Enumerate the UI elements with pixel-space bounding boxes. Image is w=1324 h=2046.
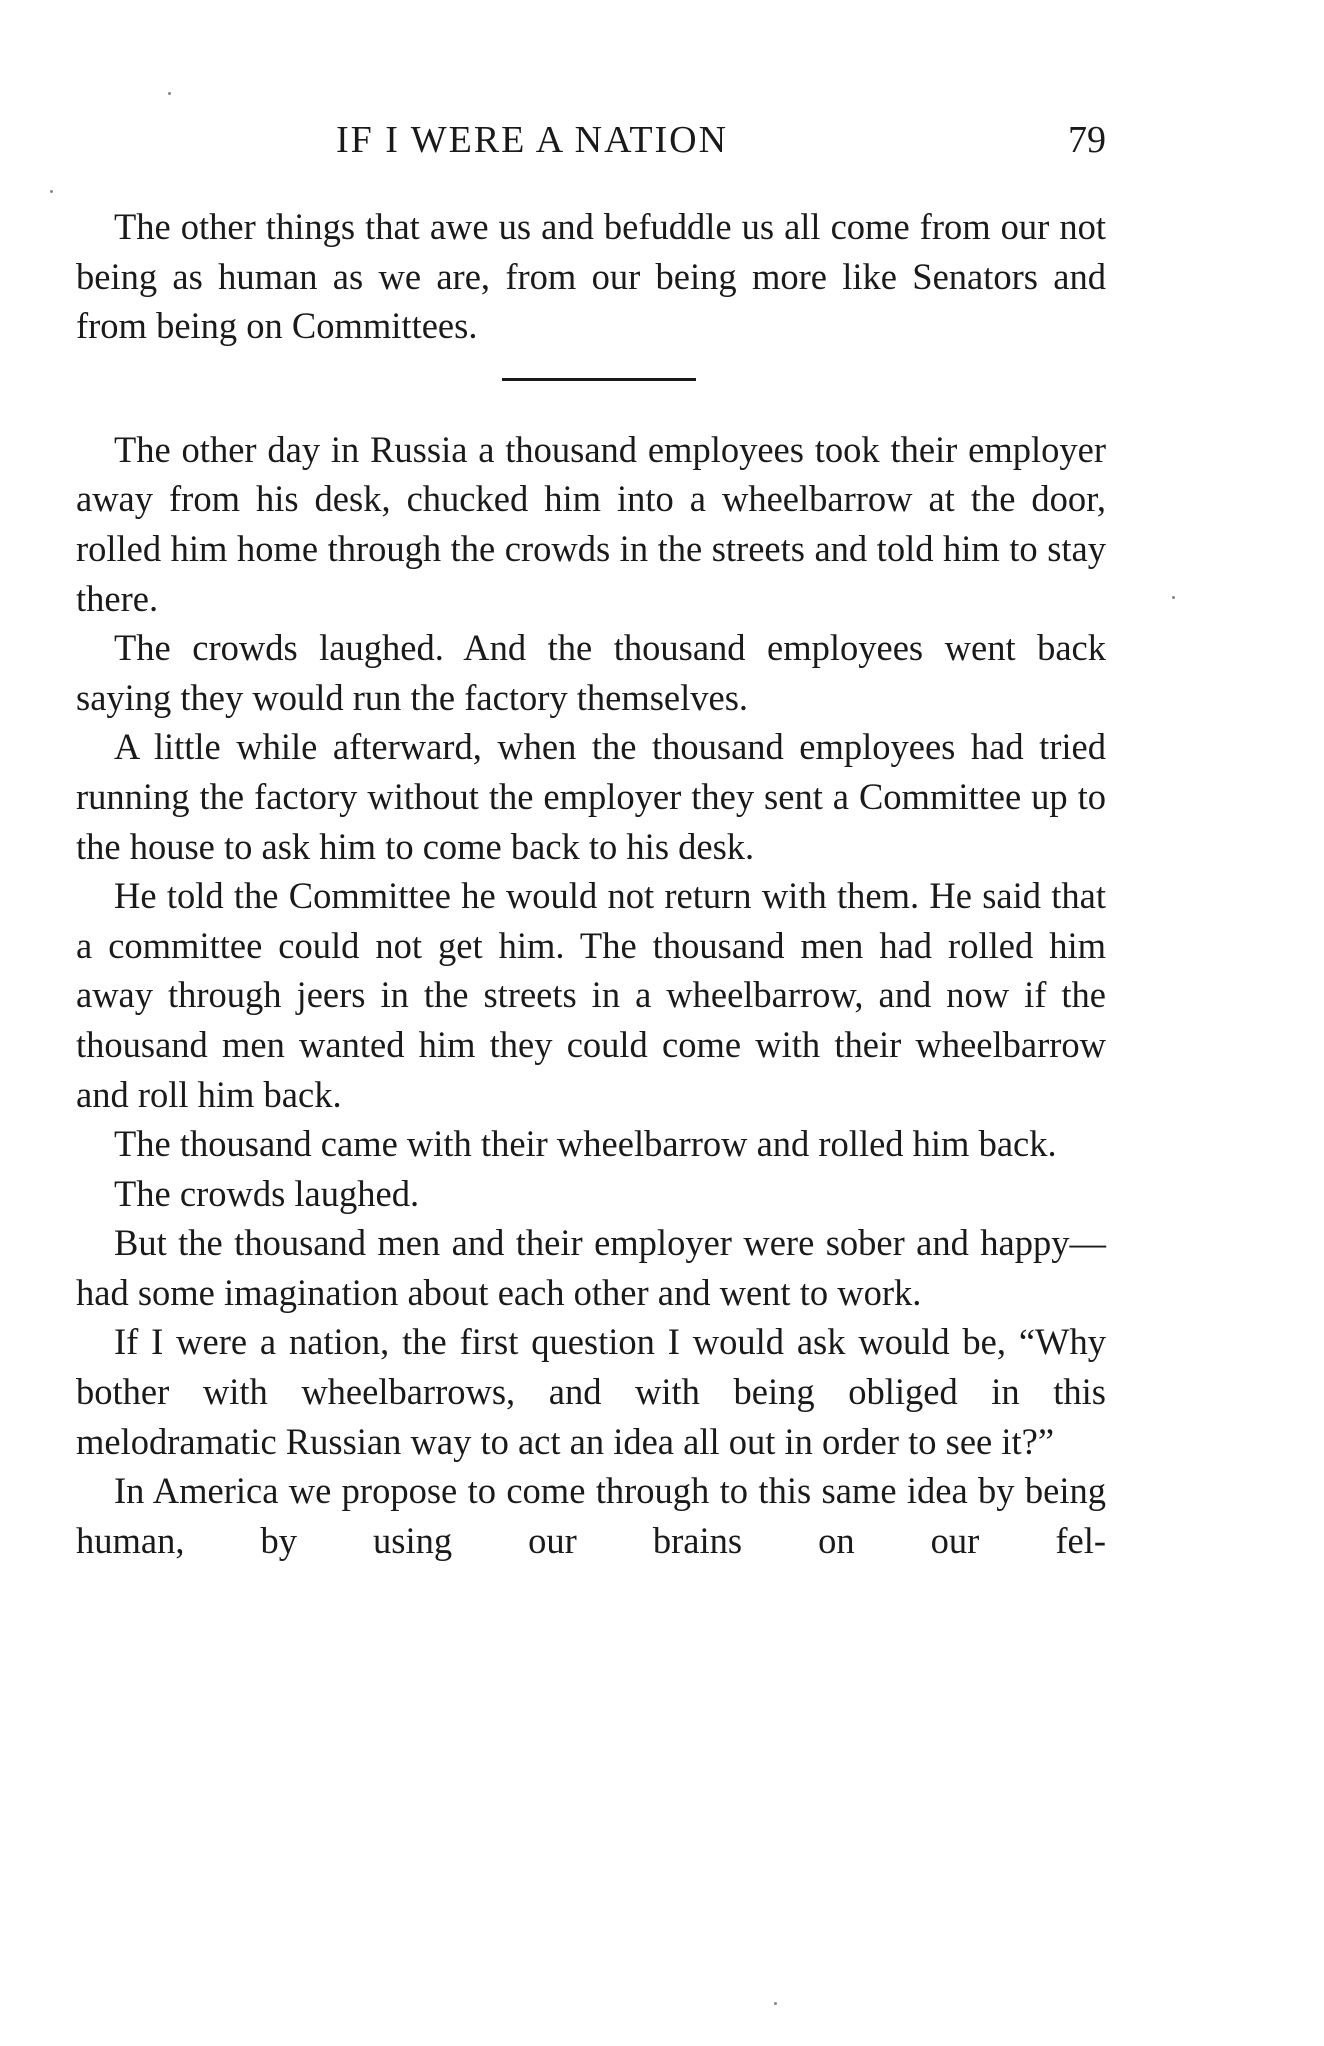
paragraph: The crowds laughed. bbox=[114, 1172, 420, 1214]
paragraph: The crowds laughed. And the thousand employees went back saying they would run the factory themselves. bbox=[76, 627, 1106, 718]
page-number: 79 bbox=[1068, 119, 1106, 161]
section-divider bbox=[502, 378, 696, 381]
running-title: IF I WERE A NATION bbox=[336, 119, 729, 161]
running-head bbox=[76, 118, 1106, 168]
body-text bbox=[76, 202, 1106, 1565]
paragraph: He told the Committee he would not return with them. He said that a committee could not get him. The thousand men had rolled him away through jeers in the streets in a wheelbarrow, and now if the thousand men wanted him they could come with their wheelbarrow and roll him back. bbox=[76, 875, 1106, 1115]
paragraph: A little while afterward, when the thousand employees had tried running the factory without the employer they sent a Committee up to the house to ask him to come back to his desk. bbox=[76, 726, 1106, 867]
paper-speck bbox=[168, 92, 171, 95]
paper-speck bbox=[50, 190, 53, 193]
paper-speck bbox=[774, 2002, 777, 2005]
paragraph: The other day in Russia a thousand employees took their employer away from his desk, chucked him into a wheelbarrow at the door, rolled him home through the crowds in the streets and told him to stay there. bbox=[76, 428, 1106, 619]
paragraph: If I were a nation, the first question I would ask would be, “Why bother with wheelbarrows, and with being obliged in this melodramatic Russian way to act an idea all out in order to see it?” bbox=[76, 1321, 1106, 1462]
paragraph: The other things that awe us and befuddle us all come from our not being as human as we are, from our being more like Senators and from being on Committees. bbox=[76, 206, 1106, 347]
paragraph: In America we propose to come through to this same idea by being human, by using our brains on our fel- bbox=[76, 1470, 1106, 1561]
paragraph: But the thousand men and their employer were sober and happy—had some imagination about each other and went to work. bbox=[76, 1222, 1106, 1313]
paper-speck bbox=[1172, 596, 1175, 599]
paragraph: The thousand came with their wheelbarrow and rolled him back. bbox=[114, 1123, 1057, 1165]
